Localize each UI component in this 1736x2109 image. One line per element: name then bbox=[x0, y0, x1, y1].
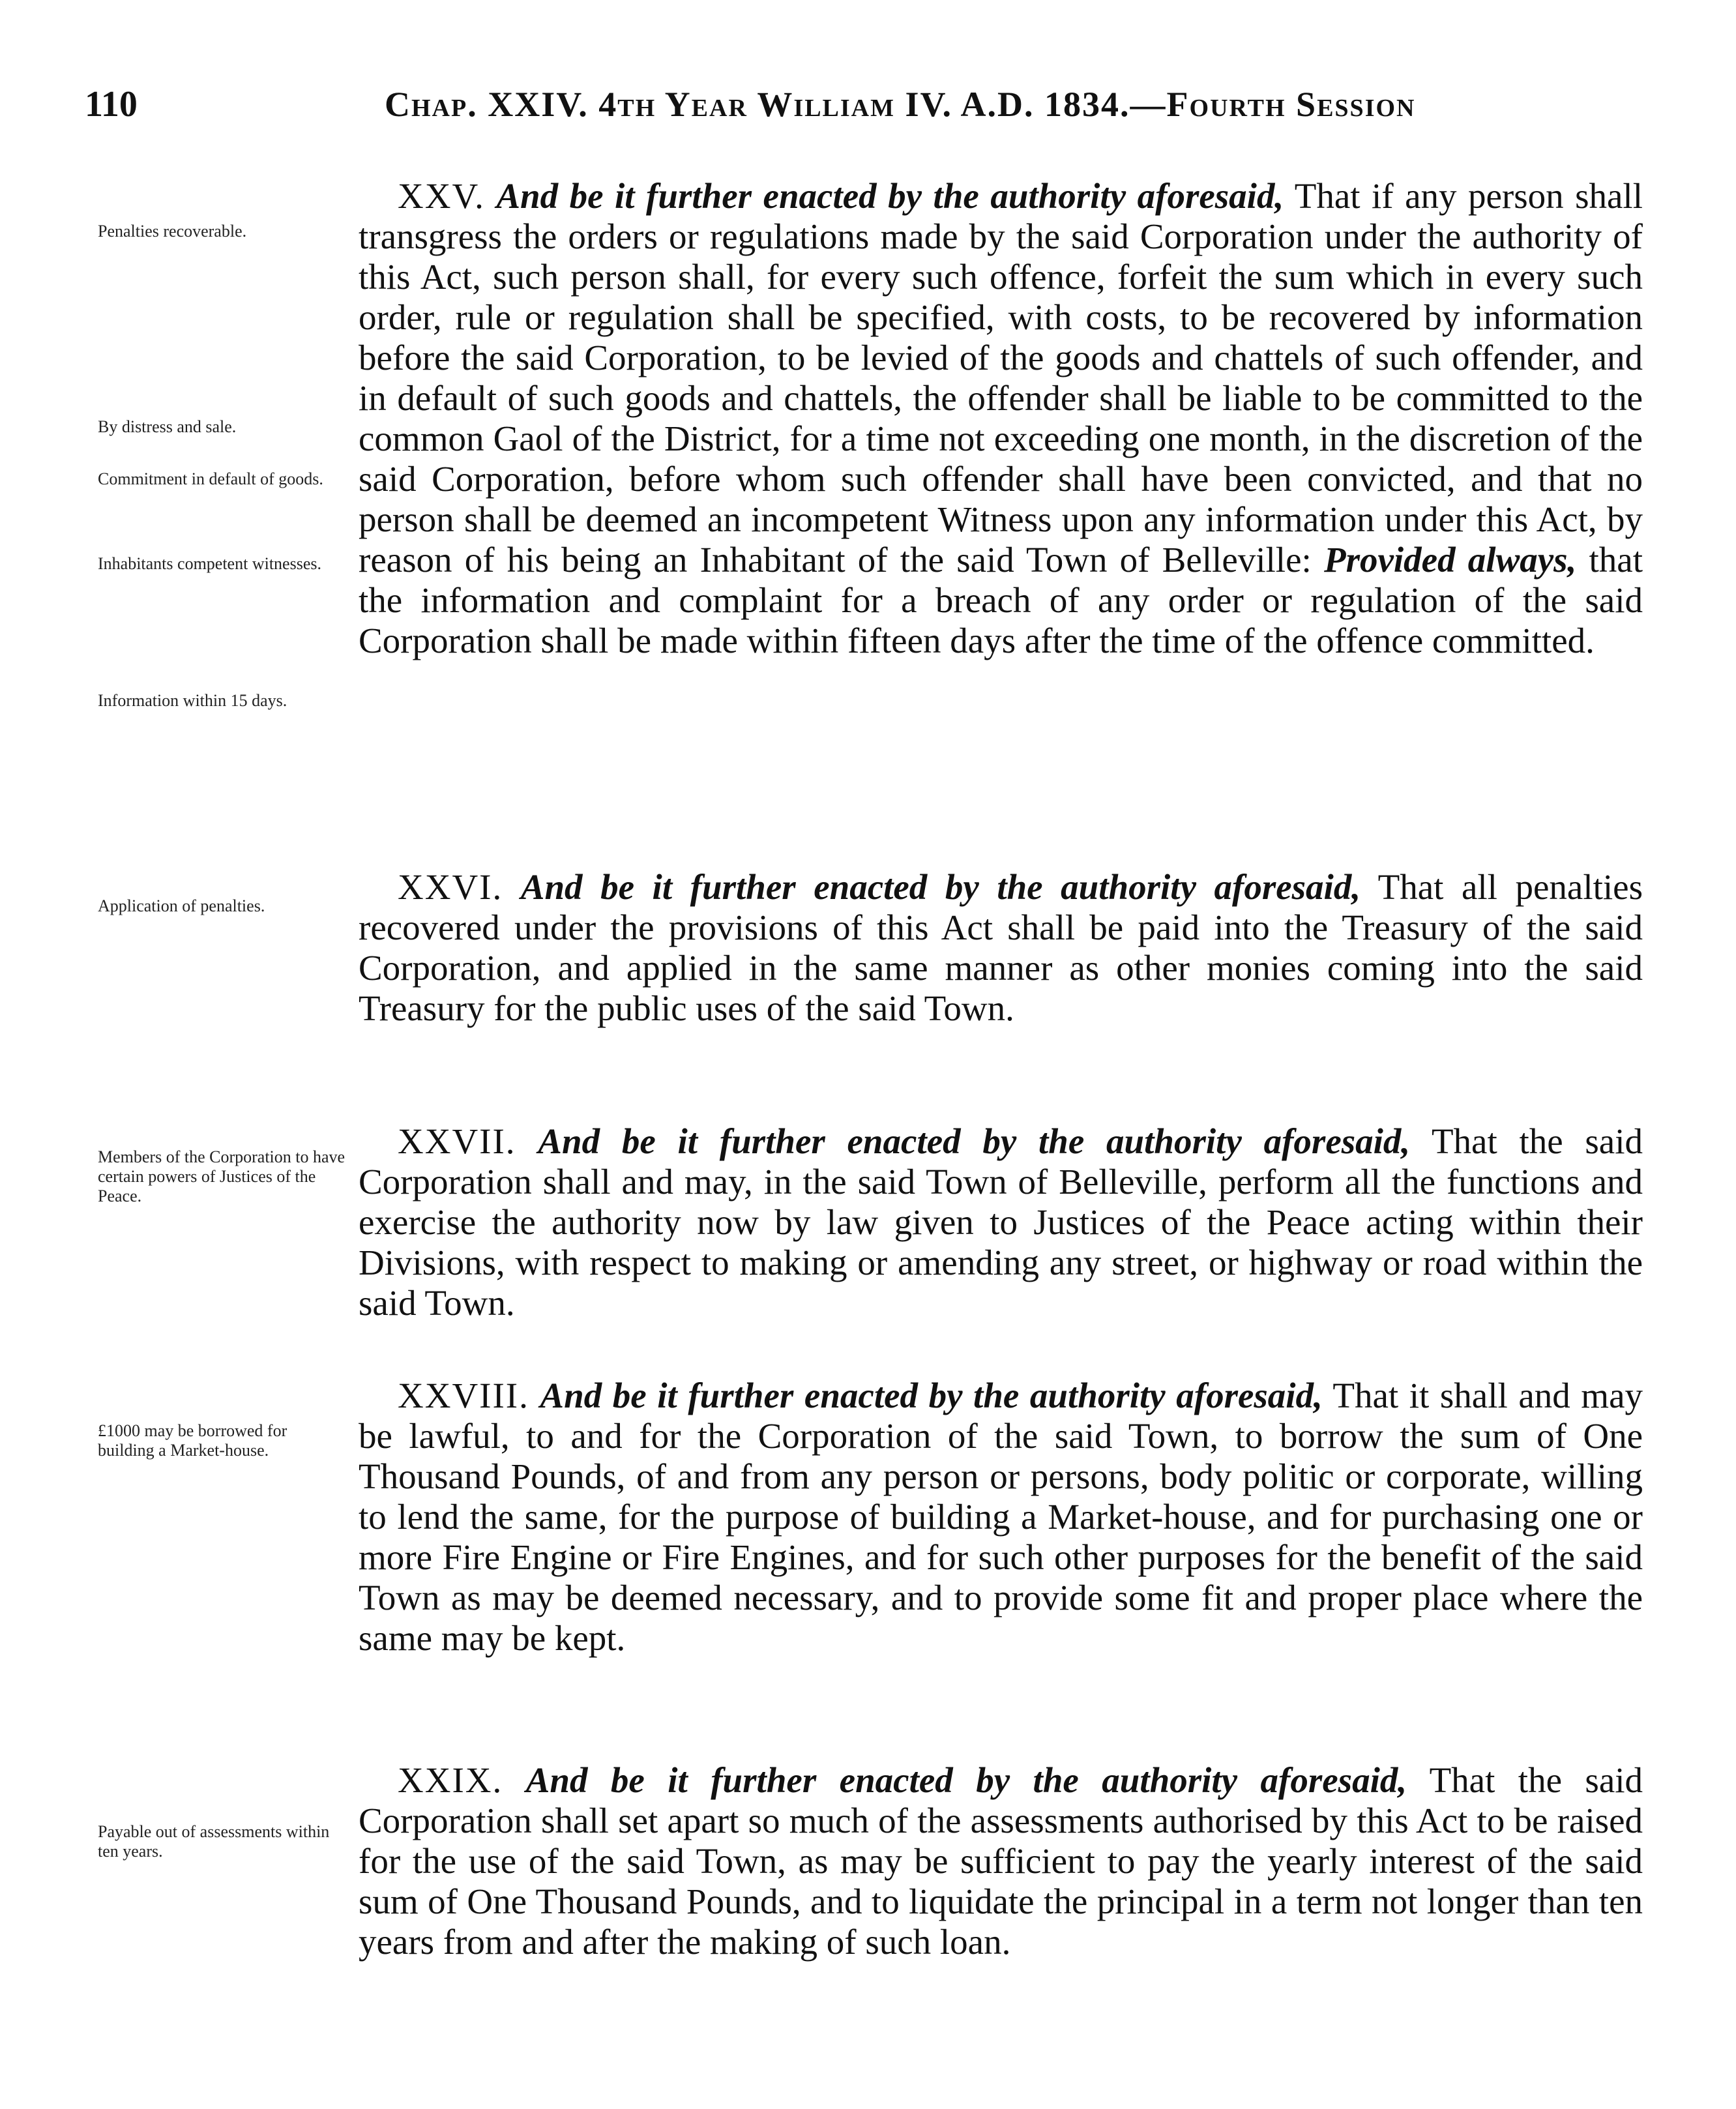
enacting-clause: And be it further enacted by the authority aforesaid, bbox=[540, 1376, 1323, 1415]
page-number: 110 bbox=[85, 84, 138, 125]
chapter-heading: Chap. XXIV. 4th Year William IV. A.D. 1834.—Fourth Session bbox=[385, 85, 1416, 124]
section-text bbox=[359, 1376, 1643, 1659]
section-number: XXVI. bbox=[398, 867, 503, 907]
marginal-note: Penalties recoverable. bbox=[98, 222, 247, 241]
section-text bbox=[359, 176, 1643, 661]
proviso-clause: Provided always, bbox=[1323, 540, 1577, 580]
section-number: XXVIII. bbox=[398, 1376, 529, 1415]
enacting-clause: And be it further enacted by the authority aforesaid, bbox=[538, 1121, 1411, 1161]
section-body-continued: that the information and complaint for a breach of any order or regulation of the said Corporation shall be made within fifteen days after the time of the offence committed. bbox=[359, 540, 1643, 660]
running-head bbox=[85, 78, 1636, 130]
marginal-note: Application of penalties. bbox=[98, 896, 265, 915]
section-body: That the said Corporation shall set apart so much of the assessments authorised by this Act to be raised for the use of the said Town, as may be sufficient to pay the yearly interest of the said sum of One Thousand Pounds, and to liquidate the principal in a term not longer than ten years from and after the making of such loan. bbox=[359, 1760, 1643, 1962]
marginal-note: By distress and sale. bbox=[98, 417, 237, 436]
section-body: That the said Corporation shall and may, in the said Town of Belleville, perform all the functions and exercise the authority now by law given to Justices of the Peace acting within their Divisions, with respect to making or amending any street, or highway or road within the said Town. bbox=[359, 1121, 1643, 1323]
marginal-note: Payable out of assessments within ten years. bbox=[98, 1822, 330, 1861]
section-number: XXIX. bbox=[398, 1760, 503, 1800]
enacting-clause: And be it further enacted by the authority aforesaid, bbox=[520, 867, 1361, 907]
marginal-note: Inhabitants competent witnesses. bbox=[98, 554, 321, 573]
enacting-clause: And be it further enacted by the authority aforesaid, bbox=[496, 176, 1284, 216]
marginal-note: £1000 may be borrowed for building a Market-house. bbox=[98, 1421, 287, 1460]
marginal-note: Commitment in default of goods. bbox=[98, 469, 323, 488]
marginal-note: Information within 15 days. bbox=[98, 691, 287, 710]
section-body: That if any person shall transgress the orders or regulations made by the said Corporation under the authority of this Act, such person shall, for every such offence, forfeit the sum which in every such order, rule or regulation shall be specified, with costs, to be recovered by information before the said Corporation, to be levied of the goods and chattels of such offender, and in default of such goods and chattels, the offender shall be liable to be committed to the common Gaol of the District, for a time not exceeding one month, in the discretion of the said Corporation, before whom such offender shall have been convicted, and that no person shall be deemed an incompetent Witness upon any information under this Act, by reason of his being an Inhabitant of the said Town of Belleville: bbox=[359, 176, 1643, 580]
section-body: That all penalties recovered under the provisions of this Act shall be paid into the Treasury of the said Corporation, and applied in the same manner as other monies coming into the said Treasury for the public uses of the said Town. bbox=[359, 867, 1643, 1028]
section-number: XXV. bbox=[398, 176, 485, 216]
marginal-note: Members of the Corporation to have certain powers of Justices of the Peace. bbox=[98, 1147, 346, 1205]
section-text bbox=[359, 1760, 1643, 1962]
section-body: That it shall and may be lawful, to and for the Corporation of the said Town, to borrow the sum of One Thousand Pounds, of and from any person or persons, body politic or corporate, willing to lend the same, for the purpose of building a Market-house, and for purchasing one or more Fire Engine or Fire Engines, and for such other purposes for the benefit of the said Town as may be deemed necessary, and to provide some fit and proper place where the same may be kept. bbox=[359, 1376, 1643, 1658]
enacting-clause: And be it further enacted by the authority aforesaid, bbox=[525, 1760, 1407, 1800]
section-text bbox=[359, 1121, 1643, 1323]
section-number: XXVII. bbox=[398, 1121, 516, 1161]
section-text bbox=[359, 867, 1643, 1029]
